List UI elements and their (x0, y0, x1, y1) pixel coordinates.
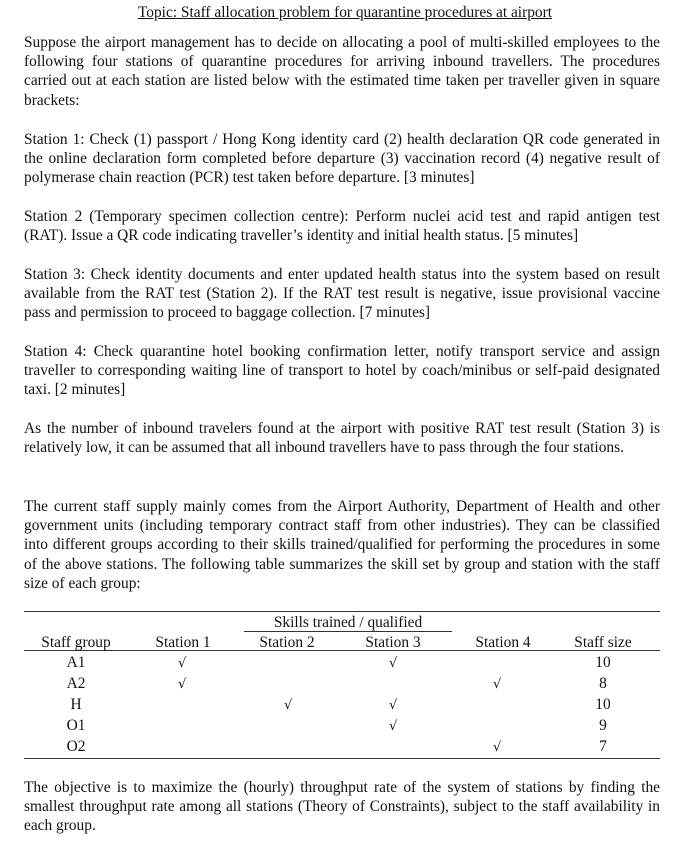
table-bottom-rule (24, 758, 660, 759)
check-mark-station-3: √ (389, 698, 398, 713)
table-top-rule (24, 611, 660, 612)
check-mark-station-3: √ (389, 656, 398, 671)
check-mark-station-3: √ (389, 719, 398, 734)
staff-supply-paragraph: The current staff supply mainly comes from the Airport Authority, Department of Health and other government units (including temporary contract staff from other industries). They can be classified into different groups according to their skills trained/qualified for performing the procedures in some of the above stations. The following table summarizes the skill set by group and station with the staff size of each group: (24, 498, 660, 592)
station-4-paragraph: Station 4: Check quarantine hotel booking confirmation letter, notify transport service and assign traveller to corresponding waiting line of transport to hotel by coach/minibus or self-paid designated taxi. [2 minutes] (24, 343, 660, 399)
header-station-1: Station 1 (155, 634, 211, 651)
staff-group-cell: A1 (66, 654, 86, 671)
header-station-4: Station 4 (475, 634, 531, 651)
staff-size-cell: 9 (599, 717, 607, 734)
staff-size-cell: 10 (595, 696, 611, 713)
staff-size-cell: 7 (599, 738, 607, 755)
check-mark-station-2: √ (284, 698, 293, 713)
objective-paragraph: The objective is to maximize the (hourly) throughput rate of the system of stations by finding the smallest throughput rate among all stations (Theory of Constraints), subject to the staff availability in each group. (24, 779, 660, 835)
staff-group-cell: O2 (66, 738, 86, 755)
station-2-paragraph: Station 2 (Temporary specimen collection centre): Perform nuclei acid test and rapid antigen test (RAT). Issue a QR code indicating traveller’s identity and initial health status. [5 minutes] (24, 208, 660, 245)
assumption-paragraph: As the number of inbound travelers found at the airport with positive RAT test result (Station 3) is relatively low, it can be assumed that all inbound travellers have to pass through the four stations. (24, 420, 660, 457)
header-staff-size: Staff size (574, 634, 632, 651)
staff-group-cell: O1 (66, 717, 86, 734)
staff-group-cell: A2 (66, 675, 86, 692)
check-mark-station-4: √ (493, 740, 502, 755)
station-3-paragraph: Station 3: Check identity documents and enter updated health status into the system based on result available from the RAT test (Station 2). If the RAT test result is negative, issue provisional vaccine pass and permission to proceed to baggage collection. [7 minutes] (24, 266, 660, 322)
check-mark-station-1: √ (178, 656, 187, 671)
check-mark-station-1: √ (178, 677, 187, 692)
intro-paragraph: Suppose the airport management has to decide on allocating a pool of multi-skilled employees to the following four stations of quarantine procedures for arriving inbound travellers. The procedures carried out at each station are listed below with the estimated time taken per traveller given in square brackets: (24, 34, 660, 109)
staff-size-cell: 8 (599, 675, 607, 692)
staff-group-cell: H (70, 696, 82, 713)
station-1-paragraph: Station 1: Check (1) passport / Hong Kong identity card (2) health declaration QR code generated in the online declaration form completed before departure (3) vaccination record (4) negative result of polymerase chain reaction (PCR) test taken before departure. [3 minutes] (24, 131, 660, 187)
staff-size-cell: 10 (595, 654, 611, 671)
table-super-header: Skills trained / qualified (273, 614, 423, 631)
check-mark-station-4: √ (493, 677, 502, 692)
header-staff-group: Staff group (41, 634, 111, 651)
header-station-3: Station 3 (365, 634, 421, 651)
header-station-2: Station 2 (259, 634, 315, 651)
page-title: Topic: Staff allocation problem for quarantine procedures at airport (137, 4, 553, 21)
